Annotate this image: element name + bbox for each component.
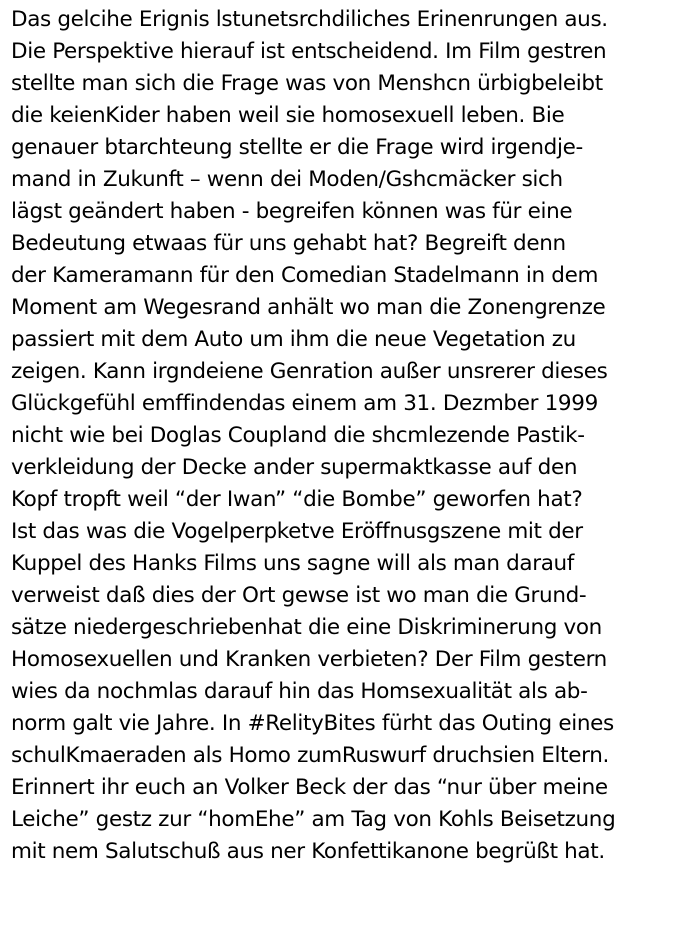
text-line: schulKmaeraden als Homo zumRuswurf druchsien Eltern. xyxy=(11,743,609,768)
text-line: Bedeutung etwaas für uns gehabt hat? Begreift denn xyxy=(11,231,566,256)
text-line: mit nem Salutschuß aus ner Konfettikanone begrüßt hat. xyxy=(11,839,605,864)
text-line: zeigen. Kann irgndeiene Genration außer unsrerer dieses xyxy=(11,359,608,384)
text-line: Glückgefühl emffindendas einem am 31. Dezmber 1999 xyxy=(11,391,598,416)
text-line: lägst geändert haben - begreifen können was für eine xyxy=(11,199,573,224)
text-line: Moment am Wegesrand anhält wo man die Zonengrenze xyxy=(11,295,606,320)
text-line: genauer btarchteung stellte er die Frage wird irgendje- xyxy=(11,135,583,160)
text-line: Kuppel des Hanks Films uns sagne will als man darauf xyxy=(11,551,575,576)
text-line: Leiche” gestz zur “homEhe” am Tag von Kohls Beisetzung xyxy=(11,807,616,832)
text-line: Das gelcihe Erignis lstunetsrchdiliches Erinenrungen aus. xyxy=(11,7,608,32)
text-line: sätze niedergeschriebenhat die eine Diskriminerung von xyxy=(11,615,602,640)
text-line: norm galt vie Jahre. In #RelityBites fürht das Outing eines xyxy=(11,711,614,736)
text-line: verkleidung der Decke ander supermaktkasse auf den xyxy=(11,455,578,480)
text-line: wies da nochmlas darauf hin das Homsexualität als ab- xyxy=(11,679,588,704)
text-line: Kopf tropft weil “der Iwan” “die Bombe” geworfen hat? xyxy=(11,487,583,512)
text-line: Erinnert ihr euch an Volker Beck der das “nur über meine xyxy=(11,775,608,800)
text-line: verweist daß dies der Ort gewse ist wo man die Grund- xyxy=(11,583,587,608)
text-line: der Kameramann für den Comedian Stadelmann in dem xyxy=(11,263,599,288)
text-line: Ist das was die Vogelperpketve Eröffnusgszene mit der xyxy=(11,519,583,544)
text-line: nicht wie bei Doglas Coupland die shcmlezende Pastik- xyxy=(11,423,585,448)
text-line: Die Perspektive hierauf ist entscheidend. Im Film gestren xyxy=(11,39,607,64)
text-line: stellte man sich die Frage was von Menshcn ürbigbeleibt xyxy=(11,71,603,96)
text-line: die keienKider haben weil sie homosexuell leben. Bie xyxy=(11,103,565,128)
text-line: Homosexuellen und Kranken verbieten? Der Film gestern xyxy=(11,647,607,672)
text-line: passiert mit dem Auto um ihm die neue Vegetation zu xyxy=(11,327,576,352)
text-line: mand in Zukunft – wenn dei Moden/Gshcmäcker sich xyxy=(11,167,563,192)
body-text xyxy=(11,4,681,868)
